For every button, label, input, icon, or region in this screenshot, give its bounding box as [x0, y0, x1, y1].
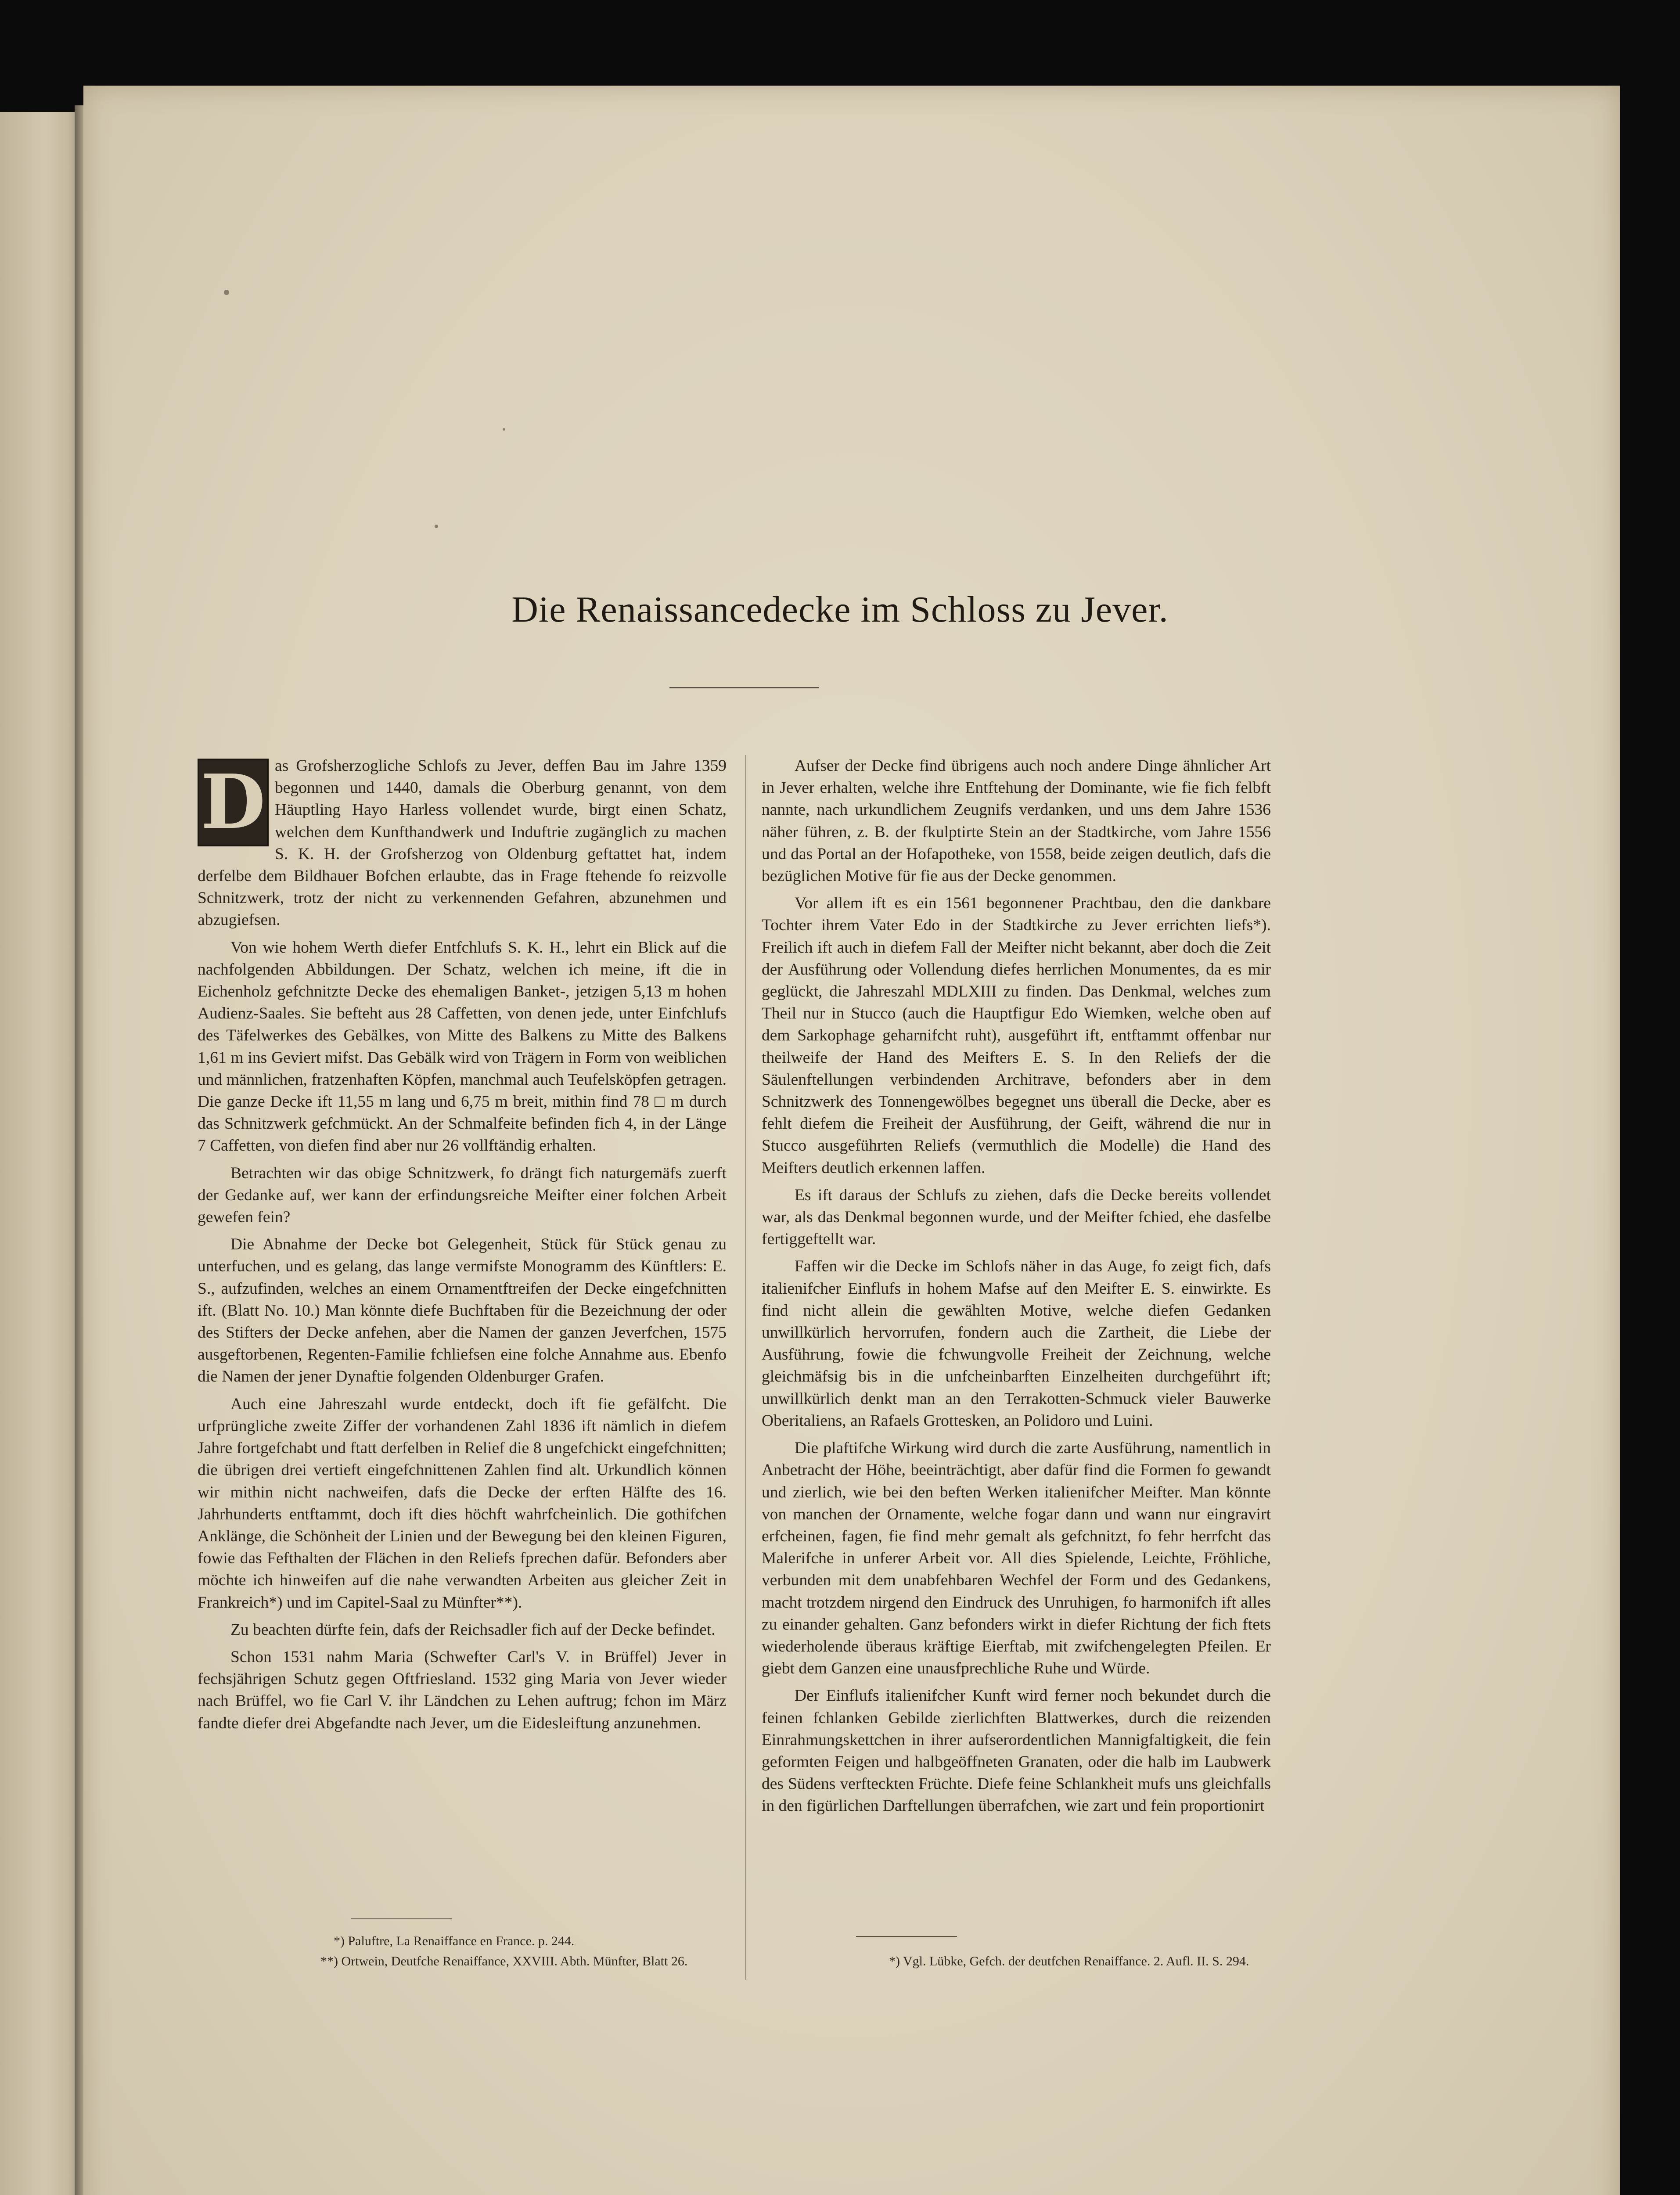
paragraph: Aufser der Decke find übrigens auch noch andere Dinge ähnlicher Art in Jever erhalten, welche ihre Entftehung der Dominante, wie fie fich felbft nannte, nach urkundlichem Zeugnifs verdanken, und uns dem Jahre 1536 näher führen, z. B. der fkulptirte Stein an der Stadtkirche, vom Jahre 1556 und das Portal an der Hofapotheke, von 1558, beide zeigen deutlich, dafs die bezüglichen Motive für fie aus der Decke genommen.	[762, 757, 1271, 885]
paragraph: Von wie hohem Werth diefer Entfchlufs S. K. H., lehrt ein Blick auf die nachfolgenden Abbildungen. Der Schatz, welchen ich meine, ift die in Eichenholz gefchnitzte Decke des ehemaligen Banket-, jetzigen 5,13 m hohen Audienz-Saales. Sie befteht aus 28 Caffetten, von denen jede, unter Einfchlufs des Täfelwerkes des Gebälkes, von Mitte des Balkens zu Mitte des Balkens 1,61 m ins Geviert mifst. Das Gebälk wird von Trägern in Form von weiblichen und männlichen, fratzenhaften Köpfen, manchmal auch Teufelsköpfen getragen. Die ganze Decke ift 11,55 m lang und 6,75 m breit, mithin find 78 □ m durch das Schnitzwerk gefchmückt. An der Schmalfeite befinden fich 4, in der Länge 7 Caffetten, von diefen find aber nur 26 vollftändig erhalten.	[198, 938, 727, 1155]
title-rule	[669, 687, 819, 688]
page-speck	[503, 428, 505, 431]
right-column	[762, 755, 1271, 1823]
paragraph: Die plaftifche Wirkung wird durch die zarte Ausführung, namentlich in Anbetracht der Höhe, beeinträchtigt, aber dafür find die Formen fo gewandt und zierlich, wie bei den beften Werken italienifcher Meifter. Man könnte von manchen der Ornamente, welche fogar dann und wann nur eingravirt erfcheinen, fagen, fie find mehr gemalt als gefchnitzt, fo fehr herrfcht das Malerifche in unferer Arbeit vor. All dies Spielende, Leichte, Fröhliche, verbunden mit dem unabfehbaren Wechfel der Form und des Gedankens, macht trotzdem nirgend den Eindruck des Unruhigen, fo harmonifch ift alles zu einander gehalten. Ganz befonders wirkt in diefer Richtung der fich ftets wiederholende überaus kräftige Eierftab, mit zwifchengelegten Pfeilen. Er giebt dem Ganzen eine unausfprechliche Ruhe und Würde.	[762, 1439, 1271, 1678]
dropcap-initial: D	[198, 759, 269, 846]
page-speck	[435, 525, 438, 528]
paragraph: Faffen wir die Decke im Schlofs näher in das Auge, fo zeigt fich, dafs italienifcher Einflufs in hohem Mafse auf den Meifter E. S. einwirkte. Es find nicht allein die gewählten Motive, welche diefen Gedanken unwillkürlich hervorrufen, fondern auch die Zartheit, die Liebe der Ausführung, fowie die fchwungvolle Freiheit der Zeichnung, welche gleichmäfsig bis in die unfcheinbarften Einzelheiten durchgeführt ift; unwillkürlich denkt man an den Terrakotten-Schmuck vieler Bauwerke Oberitaliens, an Rafaels Grottesken, an Polidoro und Luini.	[762, 1257, 1271, 1430]
footnote-left-1: *) Paluftre, La Renaiffance en France. p. 244.	[334, 1934, 575, 1948]
footnote-right-1: *) Vgl. Lübke, Gefch. der deutfchen Renaiffance. 2. Aufl. II. S. 294.	[889, 1954, 1249, 1968]
footnote-left-2: **) Ortwein, Deutfche Renaiffance, XXVIII. Abth. Münfter, Blatt 26.	[320, 1954, 688, 1968]
paragraph: Der Einflufs italienifcher Kunft wird ferner noch bekundet durch die feinen fchlanken Gebilde zierlichften Blattwerkes, durch die reizenden Einrahmungskettchen in ihrer aufserordentlichen Mannigfaltigkeit, die fein geformten Feigen und halbgeöffneten Granaten, oder die halb im Laubwerk des Südens verfteckten Früchte. Diefe feine Schlankheit mufs uns gleichfalls in den figürlichen Darftellungen überrafchen, wie zart und fein proportionirt	[762, 1687, 1271, 1815]
paragraph: Vor allem ift es ein 1561 begonnener Prachtbau, den die dankbare Tochter ihrem Vater Edo in der Stadtkirche zu Jever errichten liefs*). Freilich ift auch in diefem Fall der Meifter nicht bekannt, aber doch die Zeit der Ausführung oder Vollendung diefes herrlichen Monumentes, da es mir geglückt, die Jahreszahl MDLXIII zu finden. Das Denkmal, welches zum Theil nur in Stucco (auch die Hauptfigur Edo Wiemken, welche oben auf dem Sarkophage geharnifcht ruht), ausgeführt ift, entftammt offenbar nur theilweife der Hand des Meifters E. S. In den Reliefs der die Säulenftellungen verbindenden Architrave, befonders aber in dem Schnitzwerk des Tonnengewölbes begegnet uns überall die Decke, aber es fehlt diefem die Freiheit der Ausführung, der Geift, während die nur in Stucco ausgeführten Reliefs (vermuthlich die Modelle) die Hand des Meifters deutlich erkennen laffen.	[762, 894, 1271, 1177]
paragraph: D as Grofsherzogliche Schlofs zu Jever, deffen Bau im Jahre 1359 begonnen und 1440, damals die Oberburg genannt, von dem Häuptling Hayo Harless vollendet wurde, birgt einen Schatz, welchen dem Kunfthandwerk und Induftrie zugänglich zu machen S. K. H. der Grofsherzog von Oldenburg geftattet hat, indem derfelbe dem Bildhauer Bofchen erlaubte, das in Frage ftehende fo reizvolle Schnitzwerk, trotz der nicht zu verkennenden Gefahren, abzunehmen und abzugiefsen.	[198, 757, 727, 929]
paragraph: Betrachten wir das obige Schnitzwerk, fo drängt fich naturgemäfs zuerft der Gedanke auf, wer kann der erfindungsreiche Meifter einer folchen Arbeit gewefen fein?	[198, 1164, 727, 1227]
page-title: Die Renaissancedecke im Schloss zu Jever.	[511, 589, 1169, 630]
previous-page-edge	[0, 112, 81, 2195]
paragraph: Auch eine Jahreszahl wurde entdeckt, doch ift fie gefälfcht. Die urfprüngliche zweite Ziffer der vorhandenen Zahl 1836 ift nämlich in diefem Jahre fortgefchabt und ftatt derfelben in Relief die 8 ungefchickt eingefchnitten; die übrigen drei vertieft eingefchnittenen Zahlen find alt. Urkundlich können wir mithin nicht nachweifen, dafs die Decke der erften Hälfte des 16. Jahrhunderts entftammt, doch ift dies höchft wahrfcheinlich. Die gothifchen Anklänge, die Schönheit der Linien und der Bewegung bei den kleinen Figuren, fowie das Fefthalten der Flächen in den Reliefs fprechen dafür. Befonders aber möchte ich hinweifen auf die nahe verwandten Arbeiten aus gleicher Zeit in Frankreich*) und im Capitel-Saal zu Münfter**).	[198, 1395, 727, 1612]
paragraph: Die Abnahme der Decke bot Gelegenheit, Stück für Stück genau zu unterfuchen, und es gelang, das lange vermifste Monogramm des Künftlers: E. S., aufzufinden, welches an einem Ornamentftreifen der Decke eingefchnitten ift. (Blatt No. 10.) Man könnte diefe Buchftaben für die Bezeichnung der oder des Stifters der Decke anfehen, aber die Namen der ganzen Jeverfchen, 1575 ausgeftorbenen, Regenten-Familie fchliefsen eine folche Annahme aus. Ebenfo die Namen der jener Dynaftie folgenden Oldenburger Grafen.	[198, 1235, 727, 1386]
paragraph: Es ift daraus der Schlufs zu ziehen, dafs die Decke bereits vollendet war, als das Denkmal begonnen wurde, und der Meifter fchied, ehe dasfelbe fertiggeftellt war.	[762, 1186, 1271, 1249]
paragraph: Zu beachten dürfte fein, dafs der Reichsadler fich auf der Decke befindet.	[230, 1620, 716, 1639]
footnote-rule-left	[351, 1918, 452, 1919]
left-column	[198, 755, 727, 1740]
paragraph: Schon 1531 nahm Maria (Schwefter Carl's V. in Brüffel) Jever in fechsjährigen Schutz gegen Oftfriesland. 1532 ging Maria von Jever wieder nach Brüffel, wo fie Carl V. ihr Ländchen zu Lehen auftrug; fchon im März fandte diefer drei Abgefandte nach Jever, um die Eidesleiftung anzunehmen.	[198, 1648, 727, 1732]
footnote-rule-right	[856, 1936, 957, 1937]
column-divider	[745, 755, 746, 1980]
page-speck	[224, 290, 229, 295]
